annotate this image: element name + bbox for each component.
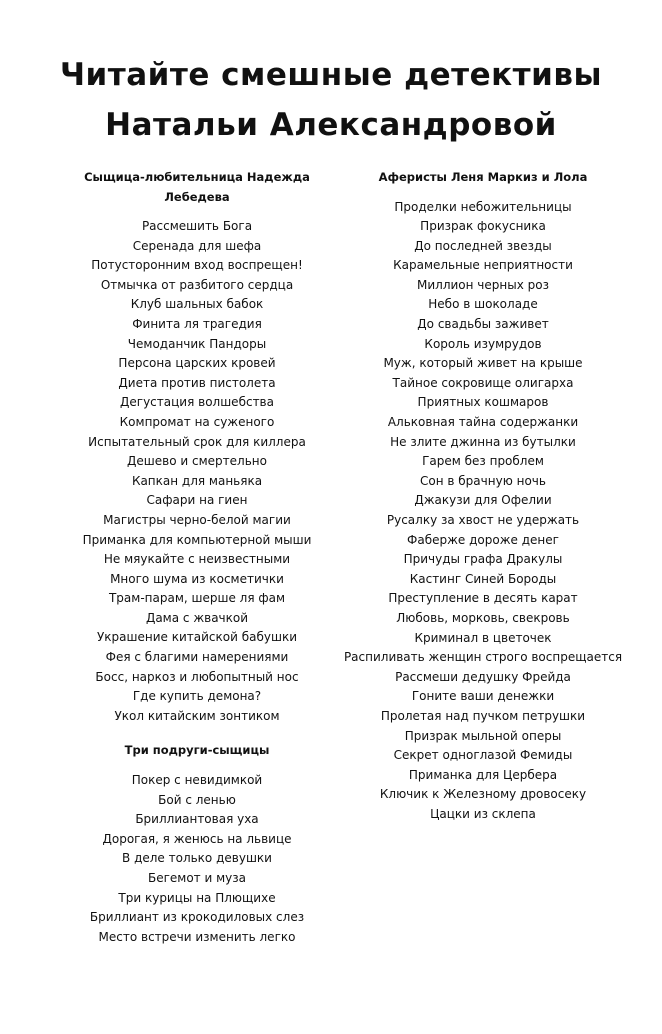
book-title: Криминал в цветочек	[414, 630, 552, 645]
book-title: Карамельные неприятности	[393, 258, 573, 273]
book-title: Сафари на гиен	[146, 493, 248, 508]
book-title: Небо в шоколаде	[428, 297, 538, 312]
book-title: Диета против пистолета	[118, 375, 276, 390]
book-title: До последней звезды	[414, 238, 552, 253]
book-title: Цацки из склепа	[430, 806, 536, 821]
book-title: Проделки небожительницы	[394, 199, 572, 214]
book-title: Место встречи изменить легко	[98, 929, 296, 944]
book-title: Бриллиантовая уха	[135, 812, 259, 827]
book-title: Гарем без проблем	[422, 454, 544, 469]
book-title: Клуб шальных бабок	[130, 297, 264, 312]
book-title: Дама с жвачкой	[145, 610, 249, 625]
book-title: Бегемот и муза	[147, 870, 246, 885]
book-title: Фея с благими намерениями	[105, 650, 289, 665]
book-title: Гоните ваши денежки	[411, 689, 555, 704]
book-title: Рассмешить Бога	[141, 219, 253, 233]
book-title: Босс, наркоз и любопытный нос	[95, 669, 299, 684]
book-title: Преступление в десять карат	[388, 591, 578, 606]
book-title: Где купить демона?	[132, 689, 262, 704]
book-title: Испытательный срок для киллера	[88, 434, 306, 449]
book-title: Рассмеши дедушку Фрейда	[395, 669, 571, 684]
book-title: Приманка для компьютерной мыши	[82, 532, 312, 547]
left-column	[52, 168, 342, 947]
book-title: Ключик к Железному дровосеку	[379, 787, 587, 802]
book-title: Сон в брачную ночь	[420, 473, 546, 488]
book-title: Укол китайским зонтиком	[114, 708, 280, 723]
series-heading-nadezhda-lebedeva: Сыщица-любительница Надежда Лебедева	[84, 170, 310, 204]
book-title: Король изумрудов	[424, 336, 542, 351]
right-column	[338, 168, 628, 825]
book-title: Приятных кошмаров	[417, 395, 549, 410]
book-title: До свадьбы заживет	[417, 317, 549, 332]
book-title: Персона царских кровей	[118, 356, 276, 371]
book-title: Магистры черно-белой магии	[103, 512, 291, 527]
book-list-markiz-lola	[338, 198, 628, 825]
book-title: Секрет одноглазой Фемиды	[393, 748, 573, 763]
book-title: Причуды графа Дракулы	[403, 552, 563, 567]
page-title	[0, 50, 662, 150]
book-title: Трам-парам, шерше ля фам	[108, 591, 286, 606]
book-title: Дегустация волшебства	[120, 395, 274, 410]
book-title: Потусторонним вход воспрещен!	[91, 258, 303, 273]
book-title: Не мяукайте с неизвестными	[103, 552, 291, 567]
series-heading-markiz-lola: Аферисты Леня Маркиз и Лола	[378, 170, 588, 184]
book-title: Компромат на суженого	[119, 414, 275, 429]
book-title: Призрак фокусника	[420, 219, 546, 234]
book-title: Дешево и смертельно	[127, 454, 267, 469]
book-title: Украшение китайской бабушки	[96, 630, 297, 645]
book-title: Серенада для шефа	[132, 238, 262, 253]
book-list-three-friends	[52, 771, 342, 947]
book-title: Распиливать женщин строго воспрещается	[343, 650, 623, 665]
book-title: Призрак мыльной оперы	[404, 728, 562, 743]
book-title: Три курицы на Плющихе	[118, 890, 276, 905]
book-list-nadezhda-lebedeva	[52, 217, 342, 726]
series-heading-three-friends: Три подруги-сыщицы	[124, 743, 270, 758]
book-title: Отмычка от разбитого сердца	[100, 277, 294, 292]
title-line-1: Читайте смешные детективы	[59, 57, 603, 93]
book-title: Фаберже дороже денег	[407, 532, 559, 547]
book-title: Покер с невидимкой	[131, 772, 263, 787]
book-title: Дорогая, я женюсь на львице	[102, 831, 292, 846]
book-title: Кастинг Синей Бороды	[409, 571, 557, 586]
book-title: Приманка для Цербера	[408, 767, 558, 782]
book-title: Финита ля трагедия	[132, 316, 262, 331]
book-title: Русалку за хвост не удержать	[386, 513, 580, 527]
book-title: Бой с ленью	[158, 792, 236, 807]
book-title: Чемоданчик Пандоры	[127, 336, 267, 351]
book-title: Капкан для маньяка	[131, 473, 263, 488]
title-line-2: Натальи Александровой	[105, 107, 557, 143]
book-title: Джакузи для Офелии	[414, 493, 552, 508]
book-title: Миллион черных роз	[417, 277, 549, 292]
book-title: В деле только девушки	[122, 851, 272, 866]
book-title: Пролетая над пучком петрушки	[380, 708, 586, 723]
book-title: Бриллиант из крокодиловых слез	[89, 910, 305, 925]
book-title: Муж, который живет на крыше	[383, 356, 583, 371]
book-title: Альковная тайна содержанки	[387, 415, 579, 430]
book-title: Не злите джинна из бутылки	[390, 434, 576, 449]
book-title: Любовь, морковь, свекровь	[396, 610, 570, 625]
book-title: Тайное сокровище олигарха	[392, 375, 574, 390]
book-title: Много шума из косметички	[110, 571, 284, 586]
